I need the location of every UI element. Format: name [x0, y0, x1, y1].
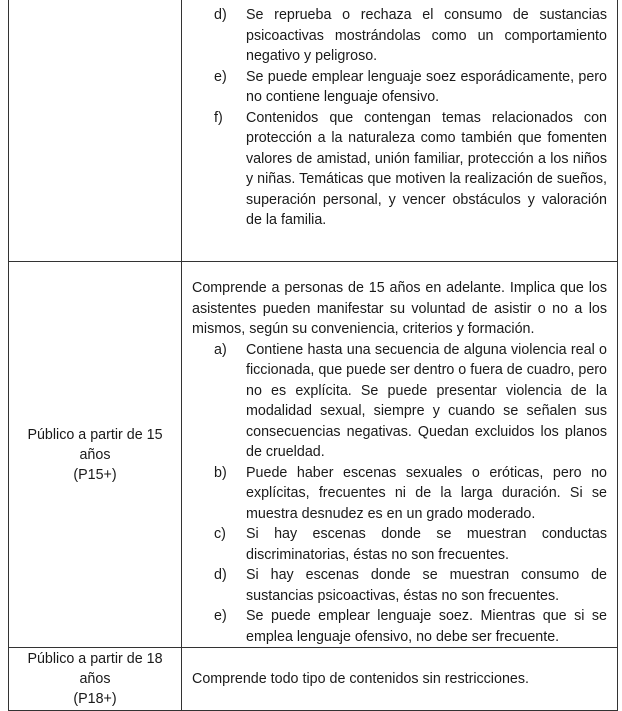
item-marker: c)	[214, 526, 226, 542]
p15-category-cell	[9, 262, 182, 648]
list-item	[182, 606, 617, 647]
item-text: Contenidos que contengan temas relacionados con protección a la naturaleza como también que fomenten valores de amistad, unión familiar, protección a los niños y niñas. Temáticas que motiven la realización de sueños, superación personal, y vencer obstáculos y valoración de la familia.	[246, 109, 607, 228]
list-item	[182, 463, 617, 525]
p18-label-line2: años	[79, 671, 111, 687]
list-item	[182, 340, 617, 463]
p15-label-line1: Público a partir de 15	[27, 426, 163, 443]
p15-label-line2: años	[79, 446, 111, 463]
item-text: Puede haber escenas sexuales o eróticas, pero no explícitas, frecuentes ni de la larga duración. Si se muestra desnudez es en un grado moderado.	[246, 464, 607, 522]
p18-description: Comprende todo tipo de contenidos sin restricciones.	[192, 670, 529, 687]
item-marker: e)	[214, 68, 227, 85]
list-item	[182, 565, 617, 606]
p15-intro: Comprende a personas de 15 años en adelante. Implica que los asistentes pueden manifestar su voluntad de asistir o no a los mismos, según su conveniencia, criterios y formación.	[192, 280, 607, 337]
item-text: Se puede emplear lenguaje soez esporádicamente, pero no contiene lenguaje ofensivo.	[246, 68, 607, 105]
list-item	[182, 67, 617, 108]
item-marker: e)	[214, 608, 227, 624]
list-item	[182, 5, 617, 67]
table-row-p18	[9, 648, 618, 711]
item-text: Se reprueba o rechaza el consumo de sustancias psicoactivas mostrándolas como un comportamiento negativo y peligroso.	[246, 7, 607, 64]
item-text: Contiene hasta una secuencia de alguna violencia real o ficcionada, que puede ser dentro o fuera de cuadro, pero no es explícita. Se puede presentar violencia de la modalidad sexual, siempre y cuando se señalen sus consecuencias negativas. Quedan excluidos los planos de crueldad.	[246, 341, 607, 460]
p15-criteria-cell	[182, 262, 618, 648]
p18-label-line3: (P18+)	[73, 691, 117, 707]
p15-label-line3: (P15+)	[73, 466, 117, 483]
table-row-top	[9, 0, 618, 262]
table-row-p15	[9, 262, 618, 648]
classification-table	[8, 0, 618, 711]
item-text: Se puede emplear lenguaje soez. Mientras que si se emplea lenguaje ofensivo, no debe ser frecuente.	[246, 608, 607, 645]
item-marker: a)	[214, 341, 227, 358]
item-text: Si hay escenas donde se muestran consumo de sustancias psicoactivas, éstas no son frecuentes.	[246, 567, 607, 604]
item-marker: f)	[214, 109, 223, 126]
p18-category-cell	[9, 648, 182, 711]
p18-label-line1: Público a partir de 18	[27, 651, 163, 667]
top-criteria-list	[182, 5, 617, 231]
item-marker: d)	[214, 567, 227, 583]
item-text: Si hay escenas donde se muestran conductas discriminatorias, éstas no son frecuentes.	[246, 526, 607, 563]
p18-criteria-cell	[182, 648, 618, 711]
top-criteria-cell	[182, 0, 618, 262]
empty-category-cell	[9, 0, 182, 262]
item-marker: b)	[214, 464, 227, 481]
item-marker: d)	[214, 7, 227, 23]
list-item	[182, 524, 617, 565]
p15-criteria-list	[182, 340, 617, 648]
list-item	[182, 108, 617, 231]
